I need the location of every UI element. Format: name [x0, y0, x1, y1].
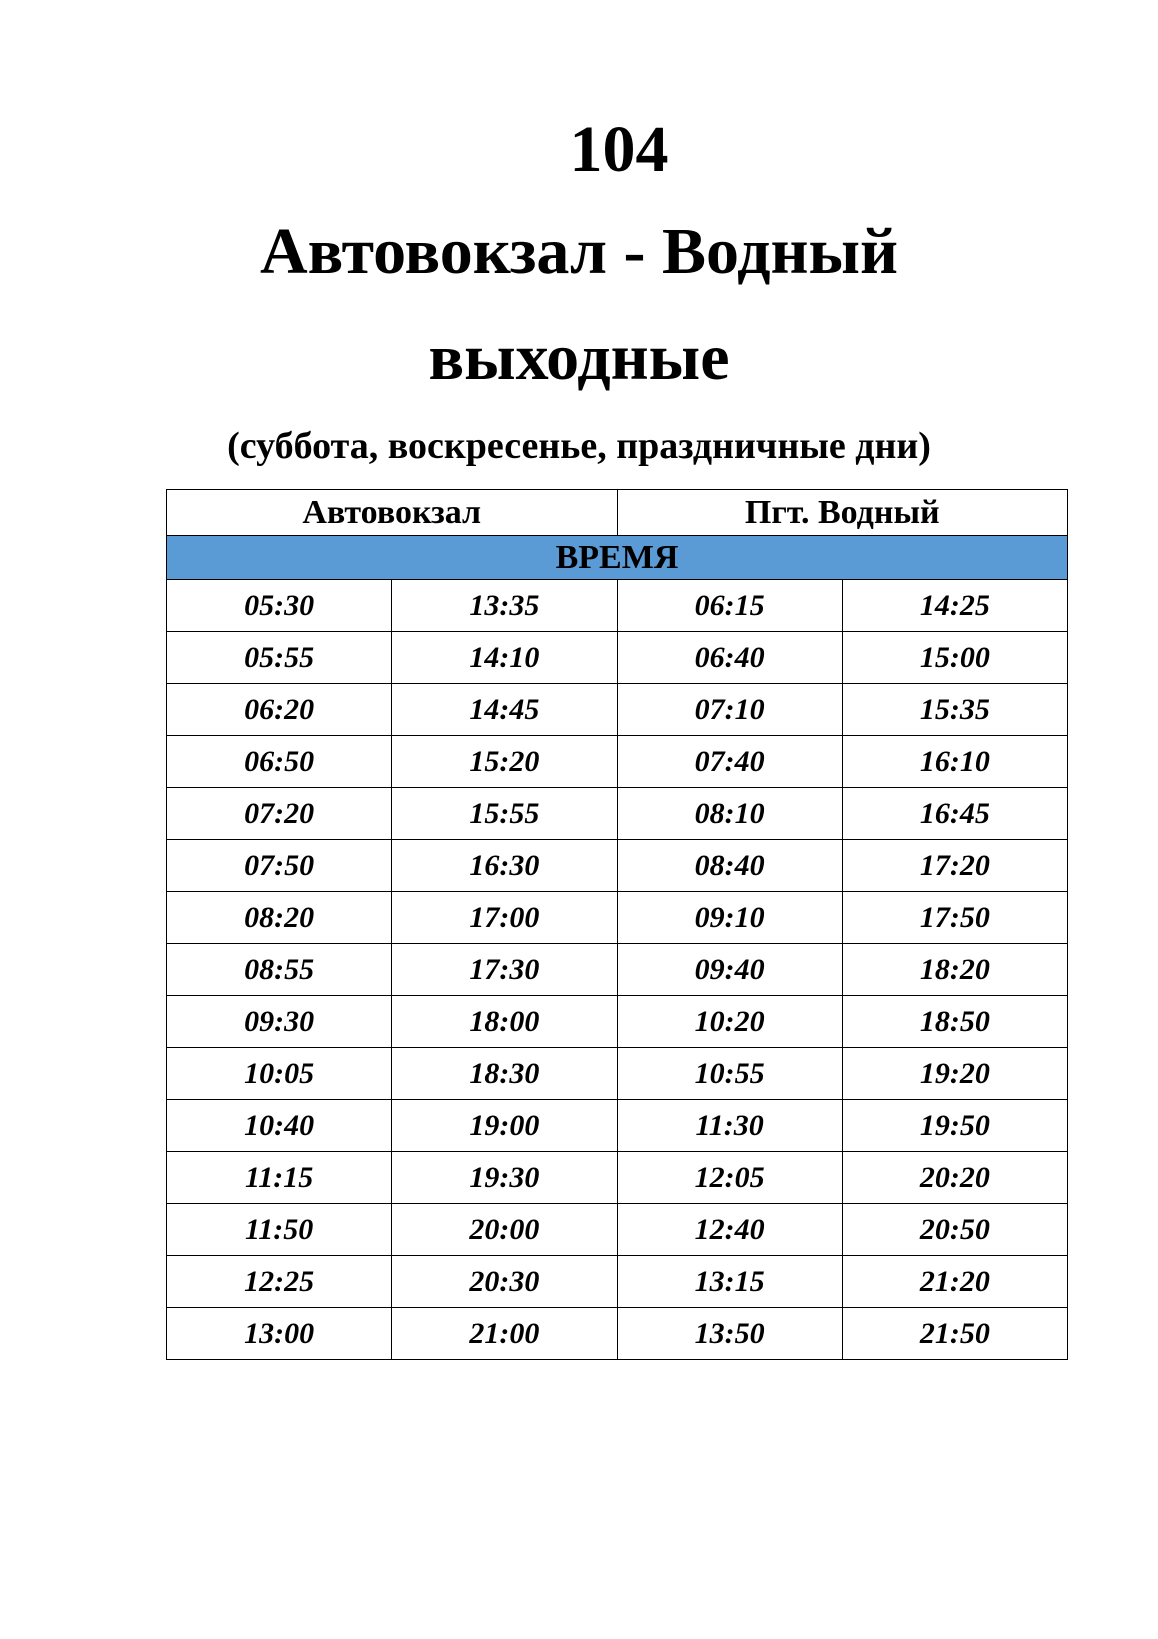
departure-time: 08:55 [167, 944, 392, 996]
departure-time: 13:15 [617, 1256, 842, 1308]
departure-time: 10:40 [167, 1100, 392, 1152]
departure-time: 07:20 [167, 788, 392, 840]
departure-time: 14:45 [392, 684, 617, 736]
departure-time: 20:50 [842, 1204, 1067, 1256]
departure-time: 18:00 [392, 996, 617, 1048]
departure-time: 07:50 [167, 840, 392, 892]
departure-time: 17:00 [392, 892, 617, 944]
departure-time: 10:05 [167, 1048, 392, 1100]
departure-time: 19:30 [392, 1152, 617, 1204]
departure-time: 06:20 [167, 684, 392, 736]
column-header-vodny: Пгт. Водный [617, 490, 1068, 536]
departure-time: 08:20 [167, 892, 392, 944]
table-header-row [167, 490, 1068, 536]
departure-time: 09:30 [167, 996, 392, 1048]
departure-time: 08:40 [617, 840, 842, 892]
departure-time: 12:25 [167, 1256, 392, 1308]
departure-time: 10:20 [617, 996, 842, 1048]
table-row [167, 632, 1068, 684]
departure-time: 08:10 [617, 788, 842, 840]
departure-time: 13:35 [392, 580, 617, 632]
day-type: выходные [428, 321, 730, 394]
departure-time: 20:30 [392, 1256, 617, 1308]
departure-time: 18:50 [842, 996, 1067, 1048]
table-row [167, 788, 1068, 840]
departure-time: 13:50 [617, 1308, 842, 1360]
departure-time: 19:00 [392, 1100, 617, 1152]
departure-time: 21:50 [842, 1308, 1067, 1360]
departure-time: 12:40 [617, 1204, 842, 1256]
table-row [167, 684, 1068, 736]
departure-time: 11:30 [617, 1100, 842, 1152]
departure-time: 07:40 [617, 736, 842, 788]
departure-time: 19:20 [842, 1048, 1067, 1100]
departure-time: 10:55 [617, 1048, 842, 1100]
departure-time: 13:00 [167, 1308, 392, 1360]
departure-time: 17:50 [842, 892, 1067, 944]
departure-time: 16:45 [842, 788, 1067, 840]
table-row [167, 580, 1068, 632]
table-row [167, 944, 1068, 996]
day-note: (суббота, воскресенье, праздничные дни) [227, 425, 931, 467]
departure-time: 07:10 [617, 684, 842, 736]
departure-time: 05:55 [167, 632, 392, 684]
table-row [167, 1308, 1068, 1360]
departure-time: 11:50 [167, 1204, 392, 1256]
departure-time: 09:40 [617, 944, 842, 996]
departure-time: 16:30 [392, 840, 617, 892]
departure-time: 15:55 [392, 788, 617, 840]
departure-time: 15:00 [842, 632, 1067, 684]
column-header-bus-station: Автовокзал [167, 490, 618, 536]
table-row [167, 840, 1068, 892]
table-row [167, 1100, 1068, 1152]
departure-time: 06:15 [617, 580, 842, 632]
table-row [167, 996, 1068, 1048]
schedule-table [166, 489, 1068, 1360]
departure-time: 09:10 [617, 892, 842, 944]
time-band-row [167, 536, 1068, 580]
departure-time: 12:05 [617, 1152, 842, 1204]
departure-time: 18:20 [842, 944, 1067, 996]
departure-time: 21:20 [842, 1256, 1067, 1308]
departure-time: 20:20 [842, 1152, 1067, 1204]
table-row [167, 1256, 1068, 1308]
table-row [167, 1152, 1068, 1204]
departure-time: 17:20 [842, 840, 1067, 892]
departure-time: 16:10 [842, 736, 1067, 788]
time-band-label: ВРЕМЯ [167, 536, 1068, 580]
departure-time: 19:50 [842, 1100, 1067, 1152]
departure-time: 15:20 [392, 736, 617, 788]
departure-time: 18:30 [392, 1048, 617, 1100]
table-row [167, 736, 1068, 788]
departure-time: 14:25 [842, 580, 1067, 632]
departure-time: 20:00 [392, 1204, 617, 1256]
table-row [167, 892, 1068, 944]
departure-time: 06:40 [617, 632, 842, 684]
table-row [167, 1204, 1068, 1256]
departure-time: 05:30 [167, 580, 392, 632]
departure-time: 21:00 [392, 1308, 617, 1360]
departure-time: 11:15 [167, 1152, 392, 1204]
route-name: Автовокзал - Водный [259, 215, 899, 288]
route-number: 104 [569, 113, 669, 186]
departure-time: 15:35 [842, 684, 1067, 736]
departure-time: 17:30 [392, 944, 617, 996]
departure-time: 14:10 [392, 632, 617, 684]
departure-time: 06:50 [167, 736, 392, 788]
table-row [167, 1048, 1068, 1100]
